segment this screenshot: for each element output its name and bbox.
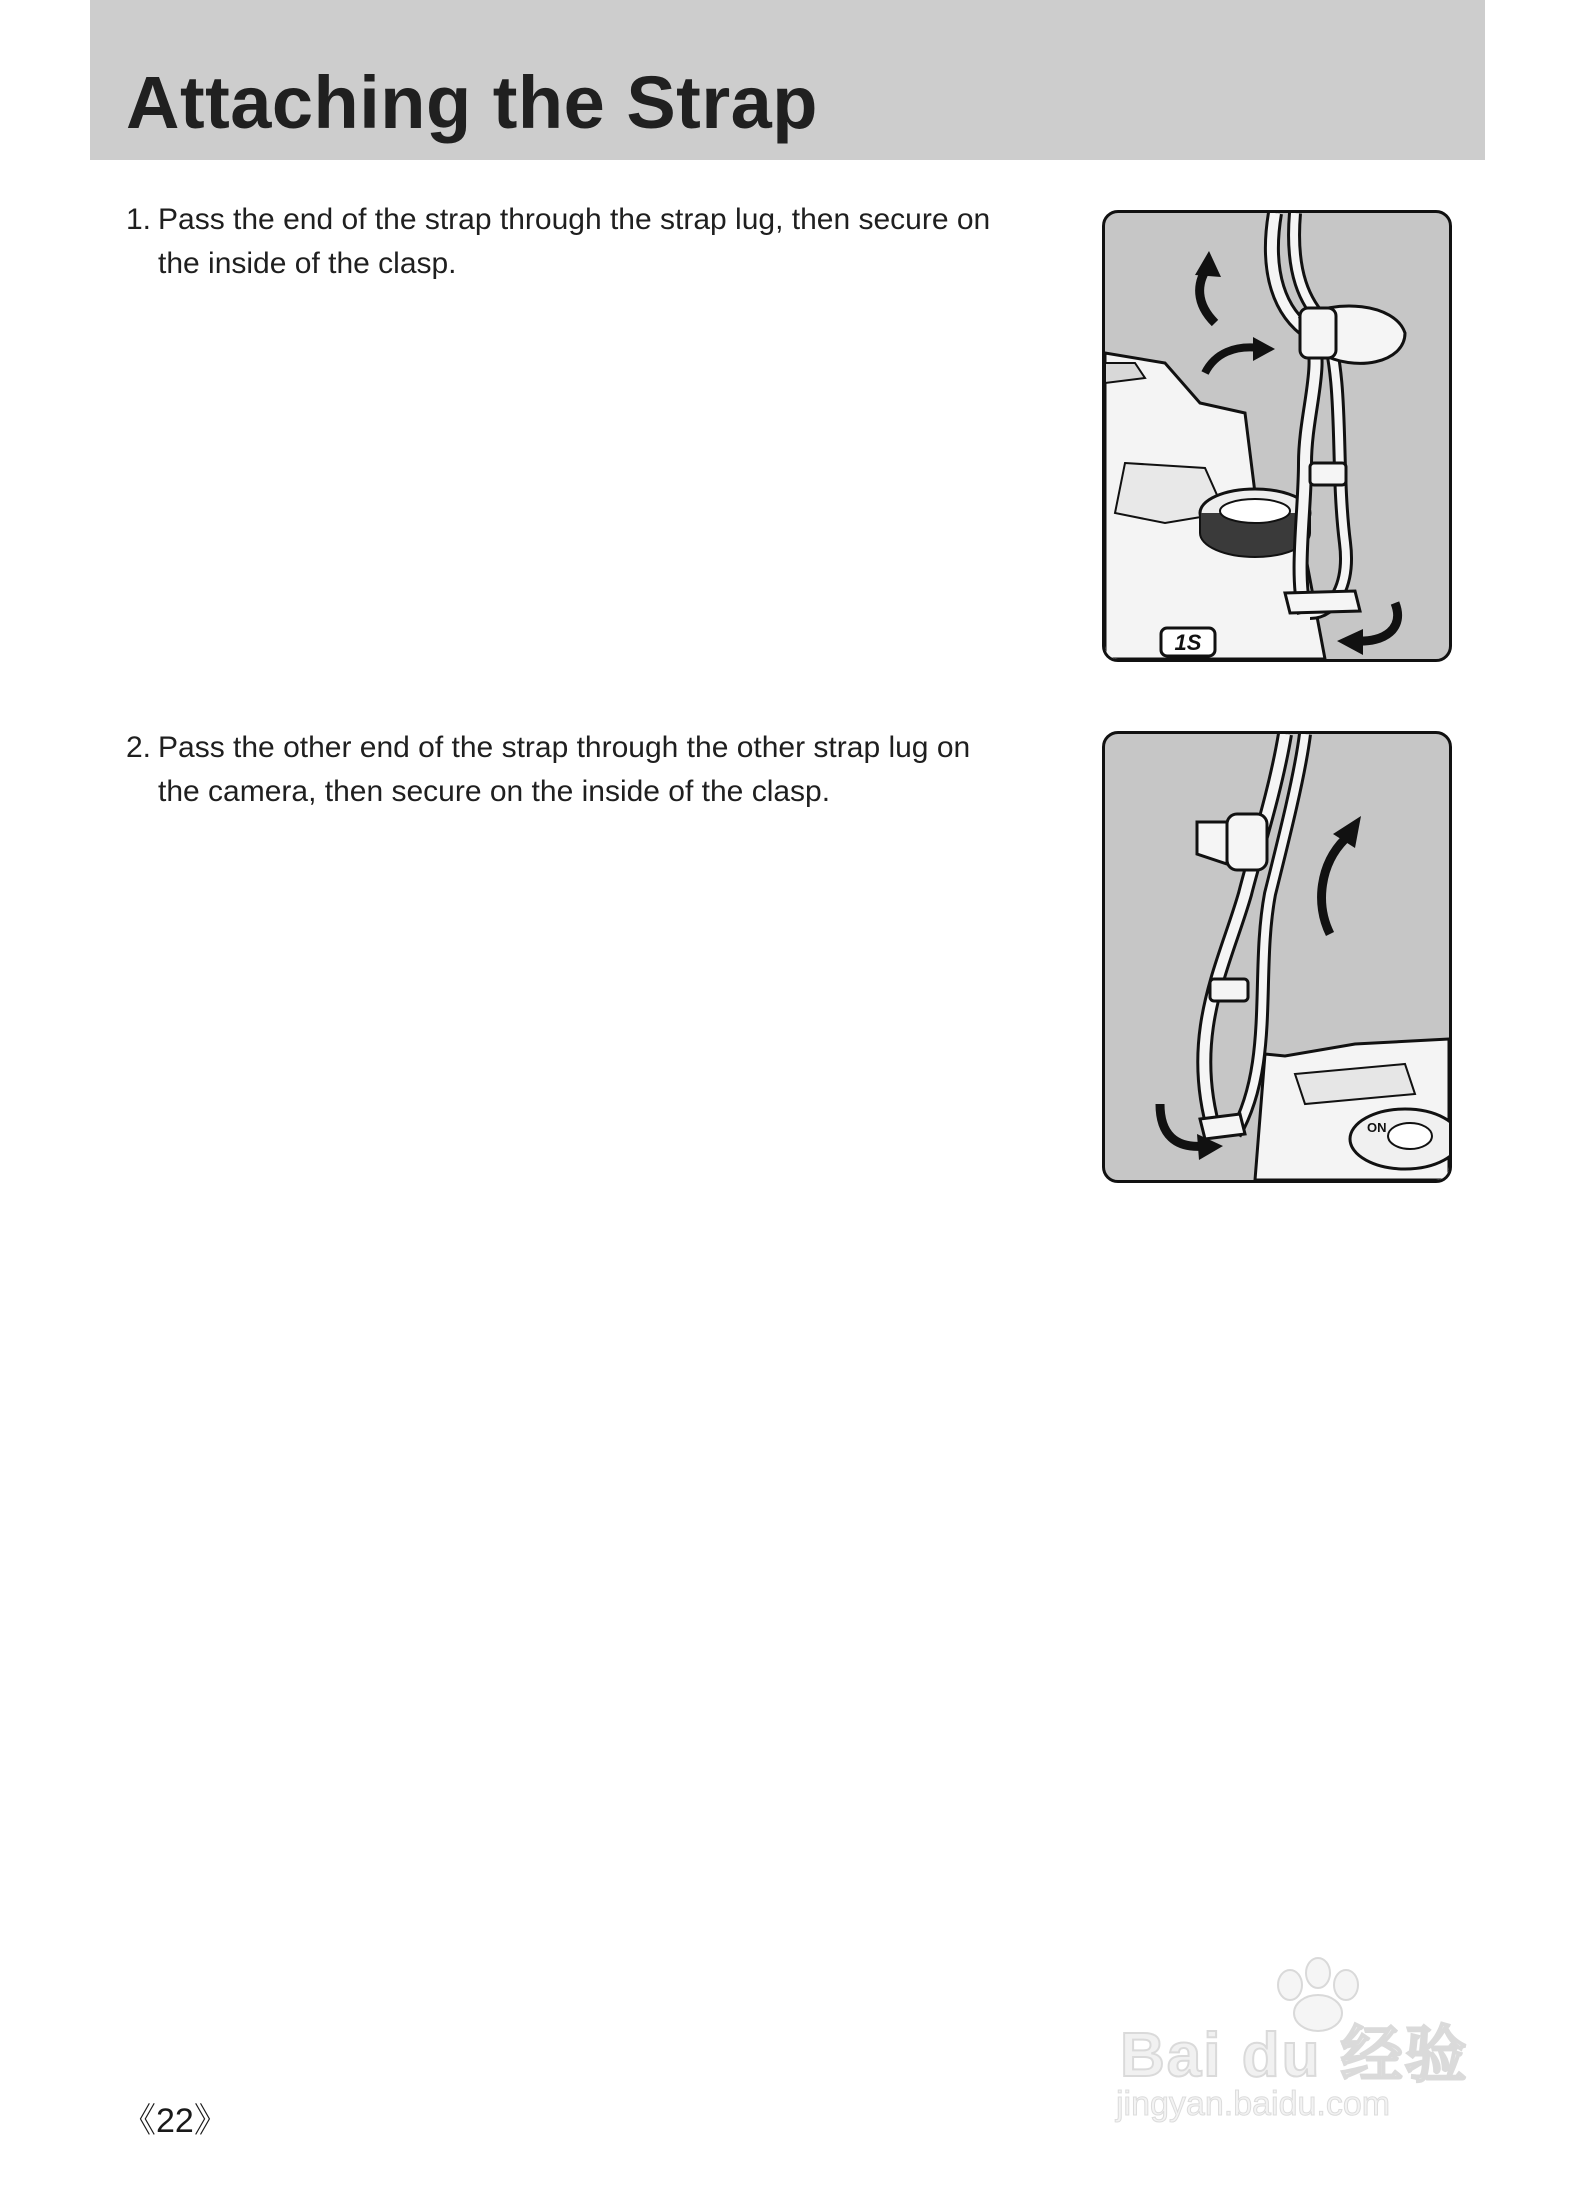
watermark-brand: Bai du 经验 — [1120, 2021, 1469, 2090]
page-title: Attaching the Strap — [126, 61, 818, 144]
step-1 — [126, 198, 1006, 286]
page-number: 《22》 — [122, 2102, 228, 2140]
camera-strap-drawing — [1105, 213, 1449, 659]
power-dial-label: ON — [1367, 1120, 1387, 1135]
watermark-url: jingyan.baidu.com — [1116, 2085, 1391, 2123]
step-2 — [126, 726, 1006, 814]
step-number: 1. — [126, 203, 152, 236]
camera-strap-drawing — [1105, 734, 1449, 1180]
strap-illustration-2 — [1102, 731, 1452, 1183]
title-band — [90, 0, 1485, 160]
step-number: 2. — [126, 731, 152, 764]
step-text: Pass the end of the strap through the strap lug, then secure on the inside of the clasp. — [158, 203, 991, 280]
step-text: Pass the other end of the strap through the other strap lug on the camera, then secure on the inside of the clasp. — [158, 731, 971, 808]
strap-illustration-1 — [1102, 210, 1452, 662]
model-badge-label: 1S — [1174, 630, 1202, 655]
baidu-watermark — [1110, 1955, 1480, 2135]
